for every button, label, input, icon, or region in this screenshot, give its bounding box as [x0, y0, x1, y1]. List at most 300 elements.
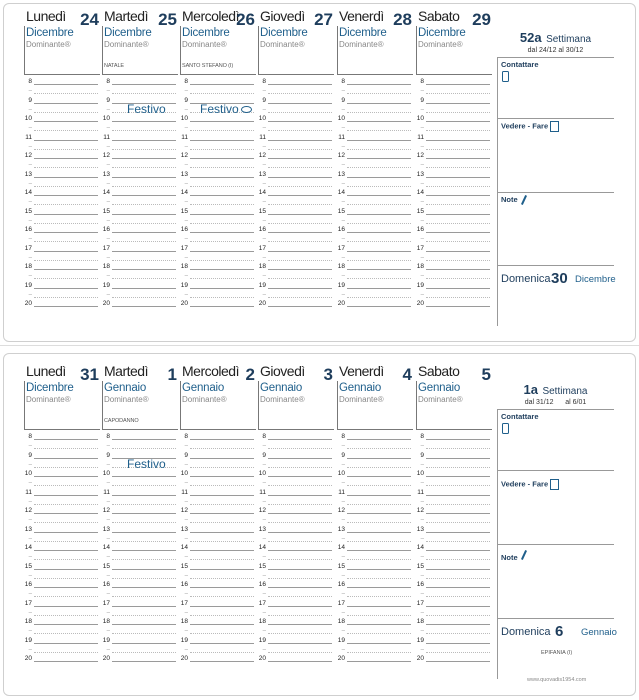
day-month: Dicembre	[104, 27, 152, 39]
contacts-section[interactable]	[497, 409, 614, 471]
hour-label: 15	[180, 562, 188, 570]
hour-label: 10	[337, 470, 345, 477]
hour-line	[268, 439, 332, 440]
half-hour-mark: –	[28, 199, 32, 205]
hour-line	[268, 643, 332, 644]
day-number: 27	[314, 10, 333, 29]
hour-line	[112, 269, 176, 270]
hour-label: 17	[102, 599, 110, 607]
half-hour-mark: –	[106, 125, 110, 131]
hour-label: 9	[262, 96, 266, 104]
hour-line	[190, 306, 254, 307]
sunday-label: Domenica	[501, 626, 551, 638]
half-hour-line	[268, 112, 332, 113]
notes-section[interactable]	[497, 544, 614, 619]
half-hour-mark: –	[262, 591, 266, 597]
half-hour-mark: –	[28, 628, 32, 634]
hour-line	[426, 288, 490, 289]
hour-label: 14	[337, 544, 345, 551]
hour-line	[190, 458, 254, 459]
hour-line	[347, 140, 411, 141]
half-hour-line	[426, 633, 490, 634]
half-hour-line	[426, 541, 490, 542]
hour-line	[268, 269, 332, 270]
hour-label: 16	[416, 581, 424, 588]
hour-line	[112, 439, 176, 440]
hour-label: 18	[258, 618, 266, 625]
day-column-5[interactable]	[416, 361, 494, 430]
day-month: Gennaio	[182, 382, 225, 394]
day-column-0[interactable]	[24, 6, 102, 75]
hour-label: 8	[106, 433, 110, 440]
half-hour-mark: –	[262, 125, 266, 131]
half-hour-line	[34, 93, 98, 94]
hour-line	[347, 532, 411, 533]
half-hour-line	[112, 278, 176, 279]
hour-label: 12	[180, 507, 188, 514]
hour-label: 20	[102, 300, 110, 307]
todo-section[interactable]	[497, 470, 614, 545]
hour-line	[268, 624, 332, 625]
hour-line	[268, 476, 332, 477]
half-hour-line	[34, 241, 98, 242]
half-hour-mark: –	[262, 199, 266, 205]
contacts-section[interactable]	[497, 57, 614, 119]
half-hour-mark: –	[341, 273, 345, 279]
hour-line	[426, 476, 490, 477]
notes-section[interactable]	[497, 192, 614, 266]
half-hour-mark: –	[420, 461, 424, 468]
half-hour-mark: –	[341, 106, 345, 113]
hour-label: 15	[180, 207, 188, 215]
hour-label: 8	[341, 78, 345, 85]
hour-line	[34, 643, 98, 644]
half-hour-mark: –	[106, 162, 110, 168]
half-hour-mark: –	[420, 273, 424, 279]
day-name: Lunedì	[26, 8, 66, 24]
hour-line	[190, 177, 254, 178]
half-hour-mark: –	[106, 535, 110, 542]
half-hour-mark: –	[28, 498, 32, 505]
holiday-label: CAPODANNO	[104, 418, 139, 424]
dominante-label: Dominante®	[182, 395, 227, 404]
half-hour-line	[34, 485, 98, 486]
publisher-url: www.quovadis1954.com	[527, 677, 587, 683]
day-column-3[interactable]	[258, 361, 336, 430]
hour-line	[112, 661, 176, 662]
day-name: Mercoledì	[182, 8, 239, 24]
day-column-2[interactable]	[180, 6, 258, 75]
day-name: Venerdì	[339, 8, 384, 24]
half-hour-line	[426, 448, 490, 449]
hour-line	[190, 624, 254, 625]
half-hour-line	[268, 204, 332, 205]
hour-line	[268, 158, 332, 159]
half-hour-line	[112, 522, 176, 523]
hour-line	[112, 158, 176, 159]
half-hour-line	[190, 223, 254, 224]
hour-label: 17	[102, 244, 110, 252]
hour-label: 19	[258, 281, 266, 289]
half-hour-line	[190, 504, 254, 505]
hour-label: 11	[417, 133, 424, 141]
half-hour-line	[190, 652, 254, 653]
half-hour-mark: –	[184, 106, 188, 113]
hour-line	[347, 214, 411, 215]
hour-label: 14	[258, 544, 266, 551]
hour-label: 12	[416, 152, 424, 159]
half-hour-line	[426, 93, 490, 94]
holiday-label: NATALE	[104, 63, 124, 69]
half-hour-line	[34, 149, 98, 150]
half-hour-line	[426, 260, 490, 261]
half-hour-mark: –	[106, 199, 110, 205]
half-hour-line	[112, 541, 176, 542]
hour-line	[34, 251, 98, 252]
hour-label: 10	[337, 115, 345, 122]
hour-label: 14	[180, 544, 188, 551]
half-hour-mark: –	[184, 480, 188, 486]
half-hour-mark: –	[184, 572, 188, 579]
half-hour-line	[268, 485, 332, 486]
eye-icon	[241, 106, 252, 113]
half-hour-mark: –	[184, 217, 188, 224]
half-hour-line	[347, 297, 411, 298]
notes-title: Note	[501, 553, 518, 562]
half-hour-mark: –	[420, 517, 424, 523]
hour-label: 20	[337, 655, 345, 662]
half-hour-line	[268, 297, 332, 298]
hour-line	[190, 550, 254, 551]
half-hour-line	[426, 615, 490, 616]
hour-label: 8	[262, 433, 266, 440]
day-column-1[interactable]	[102, 361, 180, 430]
hour-label: 20	[258, 655, 266, 662]
hour-line	[268, 532, 332, 533]
half-hour-mark: –	[106, 646, 110, 653]
hour-label: 10	[24, 470, 32, 477]
hour-label: 20	[180, 300, 188, 307]
hour-label: 16	[337, 581, 345, 588]
half-hour-mark: –	[262, 273, 266, 279]
half-hour-line	[112, 578, 176, 579]
half-hour-mark: –	[184, 591, 188, 597]
hour-label: 10	[416, 470, 424, 477]
half-hour-line	[112, 241, 176, 242]
half-hour-mark: –	[184, 254, 188, 261]
hour-label: 17	[416, 244, 424, 252]
hour-line	[34, 606, 98, 607]
half-hour-line	[190, 260, 254, 261]
dominante-label: Dominante®	[182, 40, 227, 49]
hour-label: 19	[102, 636, 110, 644]
hour-line	[347, 550, 411, 551]
half-hour-mark: –	[184, 554, 188, 560]
half-hour-mark: –	[106, 609, 110, 616]
half-hour-line	[347, 541, 411, 542]
half-hour-mark: –	[420, 591, 424, 597]
half-hour-line	[34, 204, 98, 205]
half-hour-line	[347, 504, 411, 505]
hour-label: 12	[337, 152, 345, 159]
half-hour-mark: –	[184, 143, 188, 150]
day-column-0[interactable]	[24, 361, 102, 430]
hour-label: 14	[24, 544, 32, 551]
hour-label: 14	[102, 189, 110, 196]
half-hour-mark: –	[262, 162, 266, 168]
sunday-box[interactable]	[497, 265, 614, 326]
festivo-label: Festivo	[127, 102, 166, 116]
todo-section[interactable]	[497, 118, 614, 193]
half-hour-mark: –	[28, 609, 32, 616]
half-hour-line	[112, 485, 176, 486]
hour-line	[112, 624, 176, 625]
day-column-1[interactable]	[102, 6, 180, 75]
half-hour-mark: –	[184, 273, 188, 279]
day-number: 5	[481, 365, 491, 384]
half-hour-mark: –	[106, 217, 110, 224]
hour-label: 8	[341, 433, 345, 440]
half-hour-mark: –	[262, 180, 266, 187]
half-hour-mark: –	[28, 273, 32, 279]
hour-line	[347, 177, 411, 178]
hour-line	[347, 513, 411, 514]
hour-label: 20	[102, 655, 110, 662]
hour-line	[34, 476, 98, 477]
day-name: Giovedì	[260, 8, 305, 24]
half-hour-mark: –	[341, 535, 345, 542]
half-hour-line	[426, 241, 490, 242]
day-column-4[interactable]	[337, 6, 415, 75]
half-hour-line	[190, 578, 254, 579]
hour-line	[268, 177, 332, 178]
half-hour-mark: –	[341, 609, 345, 616]
half-hour-line	[190, 241, 254, 242]
day-column-4[interactable]	[337, 361, 415, 430]
hour-label: 15	[258, 207, 266, 215]
half-hour-line	[347, 615, 411, 616]
day-month: Gennaio	[339, 382, 382, 394]
hour-line	[34, 532, 98, 533]
hour-line	[268, 214, 332, 215]
hour-label: 10	[102, 115, 110, 122]
half-hour-mark: –	[184, 535, 188, 542]
half-hour-mark: –	[184, 461, 188, 468]
hour-line	[34, 288, 98, 289]
hour-line	[347, 476, 411, 477]
half-hour-line	[34, 578, 98, 579]
half-hour-line	[347, 448, 411, 449]
half-hour-line	[426, 186, 490, 187]
half-hour-mark: –	[106, 180, 110, 187]
dominante-label: Dominante®	[339, 40, 384, 49]
hour-line	[34, 569, 98, 570]
hour-label: 20	[180, 655, 188, 662]
hour-line	[347, 661, 411, 662]
hour-line	[112, 288, 176, 289]
hour-line	[268, 606, 332, 607]
hour-line	[426, 214, 490, 215]
hour-label: 12	[102, 152, 110, 159]
hour-line	[268, 458, 332, 459]
hour-line	[34, 661, 98, 662]
hour-line	[347, 439, 411, 440]
hour-line	[34, 269, 98, 270]
half-hour-line	[112, 633, 176, 634]
hour-line	[347, 624, 411, 625]
half-hour-line	[190, 278, 254, 279]
hour-line	[426, 158, 490, 159]
half-hour-mark: –	[341, 291, 345, 298]
hour-label: 14	[24, 189, 32, 196]
day-month: Dicembre	[418, 27, 466, 39]
hour-line	[426, 439, 490, 440]
page-divider	[0, 345, 639, 346]
half-hour-mark: –	[106, 554, 110, 560]
half-hour-line	[34, 596, 98, 597]
half-hour-line	[268, 615, 332, 616]
half-hour-line	[268, 596, 332, 597]
day-number: 31	[80, 365, 99, 384]
hour-label: 20	[24, 300, 32, 307]
half-hour-mark: –	[28, 480, 32, 486]
hour-line	[426, 140, 490, 141]
half-hour-mark: –	[262, 517, 266, 523]
day-column-3[interactable]	[258, 6, 336, 75]
hour-line	[190, 195, 254, 196]
half-hour-mark: –	[106, 143, 110, 150]
half-hour-line	[268, 448, 332, 449]
half-hour-line	[268, 241, 332, 242]
hour-label: 20	[258, 300, 266, 307]
hour-line	[190, 532, 254, 533]
half-hour-line	[34, 130, 98, 131]
hour-label: 17	[337, 244, 345, 252]
hour-label: 9	[420, 96, 424, 104]
half-hour-line	[112, 448, 176, 449]
half-hour-line	[34, 186, 98, 187]
hour-label: 19	[180, 281, 188, 289]
half-hour-line	[34, 278, 98, 279]
hour-label: 9	[341, 96, 345, 104]
hour-label: 18	[416, 263, 424, 270]
hour-label: 10	[258, 470, 266, 477]
half-hour-line	[268, 522, 332, 523]
hour-label: 18	[24, 263, 32, 270]
half-hour-mark: –	[262, 535, 266, 542]
hour-line	[190, 251, 254, 252]
hour-line	[347, 606, 411, 607]
hour-line	[34, 214, 98, 215]
hour-label: 13	[24, 525, 32, 533]
hour-label: 11	[103, 133, 110, 141]
hour-line	[112, 232, 176, 233]
hour-line	[347, 306, 411, 307]
hour-label: 13	[337, 170, 345, 178]
hour-label: 11	[181, 488, 188, 496]
hour-label: 10	[180, 115, 188, 122]
hour-line	[190, 269, 254, 270]
half-hour-mark: –	[341, 199, 345, 205]
half-hour-mark: –	[420, 180, 424, 187]
half-hour-line	[426, 167, 490, 168]
hour-label: 14	[258, 189, 266, 196]
hour-line	[268, 288, 332, 289]
dominante-label: Dominante®	[104, 395, 149, 404]
hour-label: 13	[258, 170, 266, 178]
hour-line	[190, 587, 254, 588]
hour-label: 9	[341, 451, 345, 459]
half-hour-mark: –	[420, 162, 424, 168]
half-hour-mark: –	[420, 291, 424, 298]
hour-line	[268, 550, 332, 551]
dominante-label: Dominante®	[339, 395, 384, 404]
hour-label: 15	[337, 207, 345, 215]
todo-title: Vedere - Fare	[501, 479, 559, 490]
half-hour-mark: –	[420, 199, 424, 205]
hour-line	[190, 569, 254, 570]
half-hour-mark: –	[341, 554, 345, 560]
hour-label: 12	[416, 507, 424, 514]
hour-label: 15	[102, 207, 110, 215]
half-hour-mark: –	[420, 217, 424, 224]
hour-line	[34, 232, 98, 233]
hour-line	[268, 306, 332, 307]
dominante-label: Dominante®	[26, 40, 71, 49]
half-hour-mark: –	[106, 517, 110, 523]
hour-line	[190, 84, 254, 85]
half-hour-mark: –	[28, 236, 32, 242]
half-hour-mark: –	[262, 106, 266, 113]
half-hour-line	[112, 149, 176, 150]
half-hour-line	[190, 541, 254, 542]
day-name: Mercoledì	[182, 363, 239, 379]
half-hour-line	[112, 223, 176, 224]
half-hour-mark: –	[341, 217, 345, 224]
half-hour-line	[190, 297, 254, 298]
hour-line	[426, 550, 490, 551]
hour-line	[112, 195, 176, 196]
half-hour-mark: –	[262, 291, 266, 298]
hour-line	[426, 624, 490, 625]
hour-label: 17	[24, 244, 32, 252]
hour-label: 16	[180, 581, 188, 588]
dominante-label: Dominante®	[418, 40, 463, 49]
hour-label: 9	[184, 96, 188, 104]
day-name: Sabato	[418, 363, 460, 379]
day-column-5[interactable]	[416, 6, 494, 75]
half-hour-line	[347, 223, 411, 224]
half-hour-line	[34, 260, 98, 261]
half-hour-line	[426, 149, 490, 150]
half-hour-mark: –	[420, 88, 424, 94]
half-hour-mark: –	[341, 572, 345, 579]
day-column-2[interactable]	[180, 361, 258, 430]
half-hour-mark: –	[341, 236, 345, 242]
half-hour-line	[426, 112, 490, 113]
hour-line	[112, 84, 176, 85]
hour-label: 17	[258, 599, 266, 607]
half-hour-line	[190, 149, 254, 150]
day-month: Gennaio	[260, 382, 303, 394]
sunday-box[interactable]	[497, 618, 617, 679]
half-hour-line	[112, 260, 176, 261]
day-name: Martedì	[104, 8, 148, 24]
hour-label: 12	[24, 152, 32, 159]
hour-line	[190, 140, 254, 141]
half-hour-mark: –	[28, 291, 32, 298]
week-range: dal 24/12 al 30/12	[527, 47, 584, 54]
